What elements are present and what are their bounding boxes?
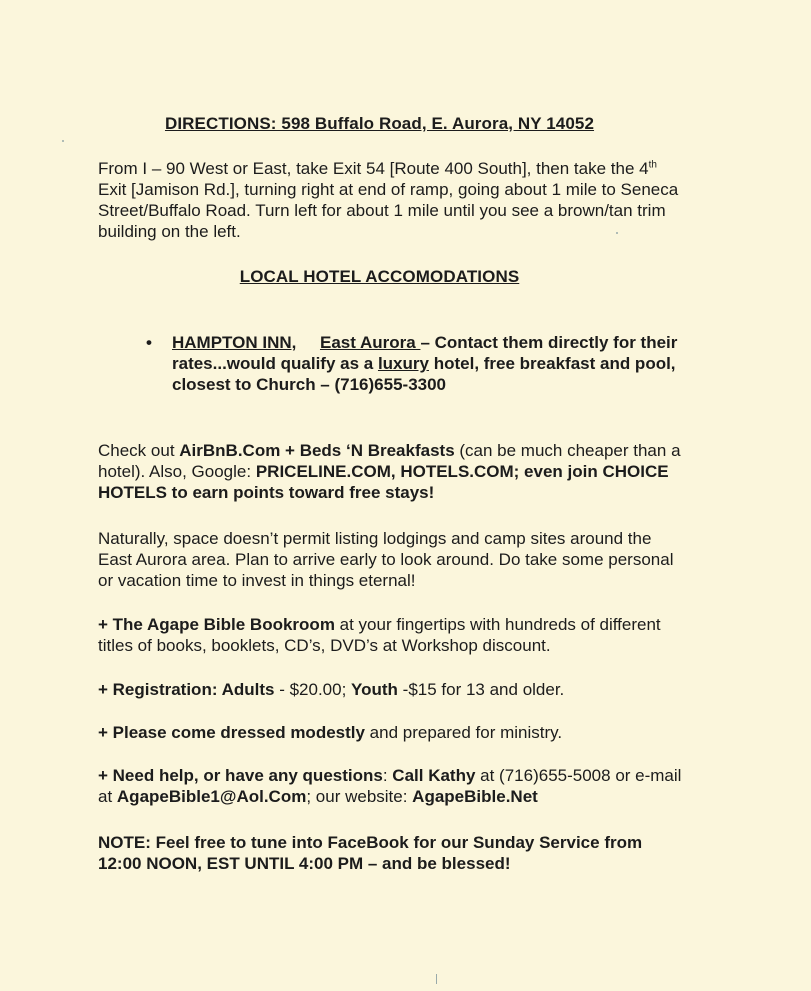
hotel-luxury: luxury xyxy=(377,354,429,373)
help-call: Call Kathy xyxy=(392,766,476,785)
hotels-heading: LOCAL HOTEL ACCOMODATIONS xyxy=(239,267,520,286)
paper-speck xyxy=(436,974,437,984)
hotel-name: HAMPTON INN, xyxy=(172,333,297,352)
help-text-2: at (716)655-5008 or e-mail at xyxy=(98,766,682,806)
help-paragraph xyxy=(98,765,688,807)
directions-text-2: Exit [Jamison Rd.], turning right at end of ramp, going about 1 mile to Seneca Street/Buffalo Road. Turn left for about 1 mile until you see a brown/tan trim building on the left. xyxy=(98,180,679,241)
registration-adults-price: - $20.00; xyxy=(274,680,352,699)
directions-heading: DIRECTIONS: 598 Buffalo Road, E. Aurora, NY 14052 xyxy=(164,114,595,133)
registration-youth-price: -$15 for 13 and older. xyxy=(397,680,565,699)
paper-speck xyxy=(616,232,618,234)
airbnb-bold-2: PRICELINE.COM, HOTELS.COM; even join CHOICE HOTELS to earn points toward free stays! xyxy=(98,462,669,502)
bullet-icon: • xyxy=(146,333,152,352)
bookroom-paragraph xyxy=(98,614,688,656)
directions-text-1: From I – 90 West or East, take Exit 54 [Route 400 South], then take the 4 xyxy=(98,159,649,178)
bookroom-bold: + The Agape Bible Bookroom xyxy=(98,615,335,634)
bookroom-text: at your fingertips with hundreds of different titles of books, booklets, CD’s, DVD’s at Workshop discount. xyxy=(98,615,661,655)
dress-paragraph xyxy=(98,722,698,743)
note-paragraph: NOTE: Feel free to tune into FaceBook for our Sunday Service from 12:00 NOON, EST UNTIL 4:00 PM – and be blessed! xyxy=(98,833,643,873)
registration-adults: + Registration: Adults xyxy=(98,680,275,699)
hotel-desc-2: hotel, free breakfast and pool, closest to Church – (716)655-3300 xyxy=(172,354,676,394)
dress-text: and prepared for ministry. xyxy=(364,723,563,742)
hotel-item-text xyxy=(172,332,686,395)
help-website: AgapeBible.Net xyxy=(412,787,538,806)
help-text-1: : xyxy=(382,766,393,785)
help-bold-1: + Need help, or have any questions xyxy=(98,766,383,785)
help-email: AgapeBible1@Aol.Com xyxy=(116,787,307,806)
airbnb-text-2: (can be much cheaper than a hotel). Also, Google: xyxy=(98,441,681,481)
directions-superscript: th xyxy=(648,159,657,171)
airbnb-bold-1: AirBnB.Com + Beds ‘N Breakfasts xyxy=(179,441,455,460)
registration-youth: Youth xyxy=(351,680,398,699)
airbnb-paragraph xyxy=(98,440,690,503)
hotel-desc-1: – Contact them directly for their rates...would qualify as a xyxy=(172,333,678,373)
airbnb-text-1: Check out xyxy=(98,441,180,460)
paper-speck xyxy=(62,140,64,142)
dress-bold: + Please come dressed modestly xyxy=(98,723,365,742)
hotel-list-item xyxy=(146,332,686,395)
naturally-paragraph: Naturally, space doesn’t permit listing lodgings and camp sites around the East Aurora area. Plan to arrive early to look around. Do take some personal or vacation time to invest in things eternal! xyxy=(98,529,674,590)
hotel-location: East Aurora xyxy=(319,333,421,352)
help-text-3: ; our website: xyxy=(306,787,413,806)
directions-paragraph xyxy=(98,158,688,242)
registration-paragraph xyxy=(98,679,698,700)
